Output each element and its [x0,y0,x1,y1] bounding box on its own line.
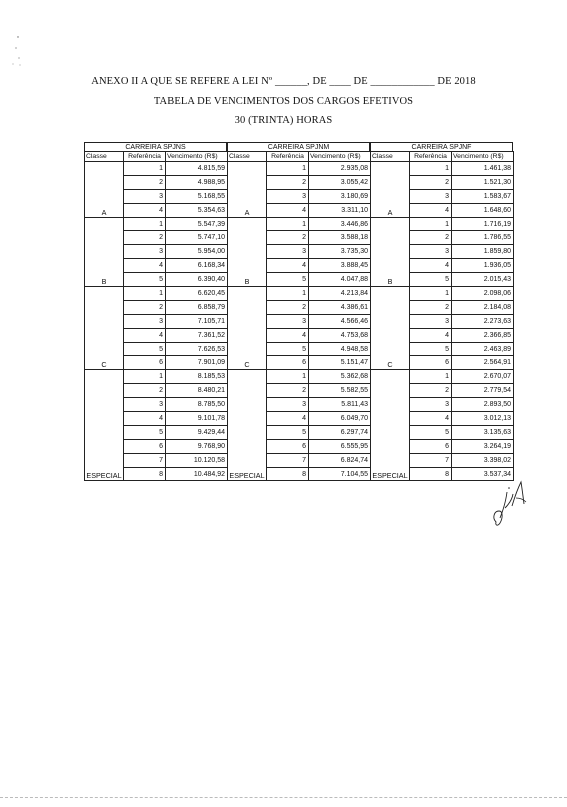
vencimento-cell: 9.101,78 [166,412,228,426]
referencia-cell: 6 [410,439,452,453]
referencia-cell: 5 [410,273,452,287]
classe-cell: B [85,217,124,286]
referencia-cell: 2 [124,384,166,398]
career-table [227,142,370,481]
vencimento-cell: 1.859,80 [452,245,514,259]
salary-tables [84,142,514,481]
vencimento-cell: 10.484,92 [166,467,228,481]
vencimento-cell: 1.461,38 [452,162,514,176]
vencimento-cell: 3.588,18 [309,231,371,245]
referencia-cell: 1 [410,217,452,231]
page-bottom-edge [0,797,567,799]
referencia-cell: 3 [410,189,452,203]
vencimento-cell: 1.521,30 [452,175,514,189]
referencia-cell: 4 [410,412,452,426]
referencia-cell: 8 [410,467,452,481]
referencia-cell: 2 [124,231,166,245]
column-header-referencia: Referência [124,152,166,162]
referencia-cell: 4 [124,412,166,426]
career-title: CARREIRA SPJNS [84,142,227,151]
referencia-cell: 4 [267,259,309,273]
referencia-cell: 6 [267,356,309,370]
referencia-cell: 8 [124,467,166,481]
table-row [85,287,228,301]
handwritten-signature-icon [490,478,530,528]
column-header-referencia: Referência [267,152,309,162]
classe-cell: B [371,217,410,286]
column-header-classe: Classe [371,152,410,162]
referencia-cell: 4 [267,203,309,217]
column-header-classe: Classe [228,152,267,162]
vencimento-cell: 1.936,05 [452,259,514,273]
referencia-cell: 3 [124,245,166,259]
table-row [371,370,514,384]
classe-cell: A [228,162,267,218]
vencimento-cell: 2.098,06 [452,287,514,301]
table-row [228,370,371,384]
referencia-cell: 2 [267,175,309,189]
referencia-cell: 6 [267,439,309,453]
referencia-cell: 5 [267,425,309,439]
vencimento-cell: 3.180,69 [309,189,371,203]
referencia-cell: 4 [124,259,166,273]
table-row [85,370,228,384]
table-row [228,162,371,176]
classe-cell: ESPECIAL [85,370,124,481]
referencia-cell: 3 [267,245,309,259]
vencimento-cell: 4.386,61 [309,300,371,314]
vencimento-cell: 1.786,55 [452,231,514,245]
vencimento-cell: 2.366,85 [452,328,514,342]
vencimento-cell: 4.566,46 [309,314,371,328]
table-row [228,217,371,231]
vencimento-cell: 6.824,74 [309,453,371,467]
column-header-vencimento: Vencimento (R$) [452,152,514,162]
classe-cell: B [228,217,267,286]
referencia-cell: 1 [267,287,309,301]
referencia-cell: 3 [124,314,166,328]
column-header-referencia: Referência [410,152,452,162]
referencia-cell: 1 [267,162,309,176]
referencia-cell: 4 [410,328,452,342]
referencia-cell: 5 [267,342,309,356]
vencimento-cell: 2.463,89 [452,342,514,356]
vencimento-cell: 5.354,63 [166,203,228,217]
column-header-vencimento: Vencimento (R$) [166,152,228,162]
vencimento-cell: 6.555,95 [309,439,371,453]
referencia-cell: 1 [124,162,166,176]
vencimento-cell: 7.626,53 [166,342,228,356]
vencimento-cell: 2.779,54 [452,384,514,398]
vencimento-cell: 9.768,90 [166,439,228,453]
referencia-cell: 2 [410,300,452,314]
vencimento-cell: 7.901,09 [166,356,228,370]
referencia-cell: 8 [267,467,309,481]
referencia-cell: 6 [410,356,452,370]
referencia-cell: 1 [124,287,166,301]
vencimento-cell: 4.213,84 [309,287,371,301]
vencimento-cell: 5.168,55 [166,189,228,203]
referencia-cell: 2 [410,384,452,398]
classe-cell: C [228,287,267,370]
vencimento-cell: 6.620,45 [166,287,228,301]
salary-table [227,151,371,481]
career-table [370,142,513,481]
referencia-cell: 7 [124,453,166,467]
vencimento-cell: 6.297,74 [309,425,371,439]
table-row [371,217,514,231]
vencimento-cell: 6.858,79 [166,300,228,314]
vencimento-cell: 1.648,60 [452,203,514,217]
referencia-cell: 5 [410,425,452,439]
vencimento-cell: 1.583,67 [452,189,514,203]
referencia-cell: 3 [124,398,166,412]
referencia-cell: 4 [267,412,309,426]
vencimento-cell: 6.390,40 [166,273,228,287]
vencimento-cell: 4.047,88 [309,273,371,287]
column-header-vencimento: Vencimento (R$) [309,152,371,162]
referencia-cell: 2 [267,300,309,314]
vencimento-cell: 7.104,55 [309,467,371,481]
vencimento-cell: 3.398,02 [452,453,514,467]
vencimento-cell: 10.120,58 [166,453,228,467]
vencimento-cell: 2.935,08 [309,162,371,176]
referencia-cell: 1 [410,287,452,301]
table-row [228,287,371,301]
vencimento-cell: 5.151,47 [309,356,371,370]
referencia-cell: 4 [267,328,309,342]
referencia-cell: 1 [267,217,309,231]
referencia-cell: 2 [410,231,452,245]
vencimento-cell: 2.564,91 [452,356,514,370]
vencimento-cell: 3.537,34 [452,467,514,481]
classe-cell: A [85,162,124,218]
vencimento-cell: 7.361,52 [166,328,228,342]
referencia-cell: 3 [124,189,166,203]
referencia-cell: 3 [267,398,309,412]
header-row [228,152,371,162]
referencia-cell: 7 [410,453,452,467]
vencimento-cell: 2.273,63 [452,314,514,328]
referencia-cell: 7 [267,453,309,467]
referencia-cell: 6 [124,356,166,370]
vencimento-cell: 6.168,34 [166,259,228,273]
vencimento-cell: 1.716,19 [452,217,514,231]
vencimento-cell: 3.446,86 [309,217,371,231]
referencia-cell: 1 [124,217,166,231]
vencimento-cell: 5.582,55 [309,384,371,398]
vencimento-cell: 3.055,42 [309,175,371,189]
referencia-cell: 6 [124,439,166,453]
table-subtitle-hours: 30 (TRINTA) HORAS [234,115,333,126]
vencimento-cell: 4.753,68 [309,328,371,342]
referencia-cell: 3 [267,189,309,203]
vencimento-cell: 3.012,13 [452,412,514,426]
classe-cell: C [85,287,124,370]
vencimento-cell: 8.185,53 [166,370,228,384]
classe-cell: A [371,162,410,218]
vencimento-cell: 5.954,00 [166,245,228,259]
vencimento-cell: 3.135,63 [452,425,514,439]
vencimento-cell: 7.105,71 [166,314,228,328]
referencia-cell: 2 [267,231,309,245]
career-title: CARREIRA SPJNM [227,142,370,151]
referencia-cell: 3 [410,314,452,328]
table-row [85,217,228,231]
salary-table [84,151,228,481]
referencia-cell: 1 [410,162,452,176]
vencimento-cell: 2.184,08 [452,300,514,314]
vencimento-cell: 3.264,19 [452,439,514,453]
referencia-cell: 1 [124,370,166,384]
referencia-cell: 2 [124,300,166,314]
scan-dots-decoration [10,34,24,74]
career-title: CARREIRA SPJNF [370,142,513,151]
classe-cell: ESPECIAL [371,370,410,481]
vencimento-cell: 5.547,39 [166,217,228,231]
header-row [371,152,514,162]
referencia-cell: 4 [124,203,166,217]
referencia-cell: 4 [410,203,452,217]
vencimento-cell: 3.888,45 [309,259,371,273]
vencimento-cell: 6.049,70 [309,412,371,426]
table-row [371,162,514,176]
vencimento-cell: 4.948,58 [309,342,371,356]
vencimento-cell: 8.480,21 [166,384,228,398]
referencia-cell: 2 [410,175,452,189]
referencia-cell: 1 [410,370,452,384]
table-title: TABELA DE VENCIMENTOS DOS CARGOS EFETIVOS [153,96,414,107]
vencimento-cell: 2.893,50 [452,398,514,412]
referencia-cell: 2 [267,384,309,398]
referencia-cell: 3 [410,398,452,412]
referencia-cell: 5 [124,273,166,287]
referencia-cell: 3 [410,245,452,259]
career-table [84,142,227,481]
classe-cell: ESPECIAL [228,370,267,481]
vencimento-cell: 2.015,43 [452,273,514,287]
referencia-cell: 5 [267,273,309,287]
column-header-classe: Classe [85,152,124,162]
vencimento-cell: 4.815,59 [166,162,228,176]
vencimento-cell: 3.311,10 [309,203,371,217]
annex-heading: ANEXO II A QUE SE REFERE A LEI Nº ______, DE ____ DE ____________ DE 2018 [91,76,476,87]
vencimento-cell: 8.785,50 [166,398,228,412]
referencia-cell: 2 [124,175,166,189]
referencia-cell: 3 [267,314,309,328]
vencimento-cell: 5.362,68 [309,370,371,384]
classe-cell: C [371,287,410,370]
referencia-cell: 5 [410,342,452,356]
table-row [85,162,228,176]
referencia-cell: 1 [267,370,309,384]
vencimento-cell: 5.747,10 [166,231,228,245]
vencimento-cell: 9.429,44 [166,425,228,439]
salary-table [370,151,514,481]
table-row [371,287,514,301]
referencia-cell: 4 [410,259,452,273]
header-row [85,152,228,162]
vencimento-cell: 4.988,95 [166,175,228,189]
vencimento-cell: 2.670,07 [452,370,514,384]
referencia-cell: 5 [124,342,166,356]
vencimento-cell: 5.811,43 [309,398,371,412]
vencimento-cell: 3.735,30 [309,245,371,259]
referencia-cell: 4 [124,328,166,342]
referencia-cell: 5 [124,425,166,439]
